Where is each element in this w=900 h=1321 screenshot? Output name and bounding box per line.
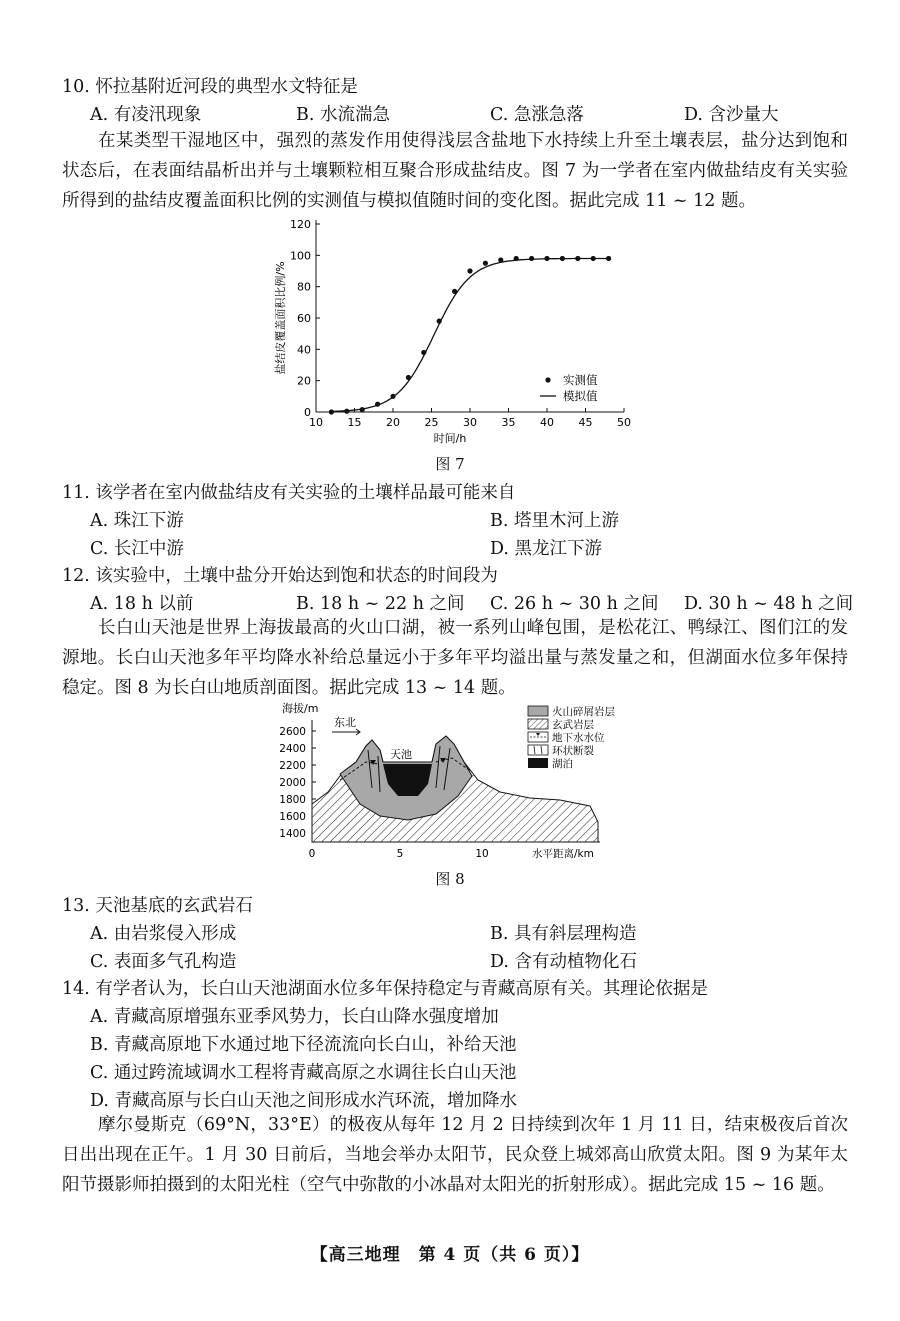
q12-option-a[interactable]: A. 18 h 以前 — [90, 594, 194, 614]
fig7-measured-point — [544, 256, 549, 261]
fig7-x-tick-label: 40 — [540, 416, 554, 429]
fig7-x-tick-label: 25 — [424, 416, 439, 429]
q13-option-c[interactable]: C. 表面多气孔构造 — [90, 952, 237, 972]
fig7-measured-point — [498, 257, 503, 262]
q11-option-c[interactable]: C. 长江中游 — [90, 539, 184, 559]
svg-text:5: 5 — [396, 848, 404, 860]
q14-option-c[interactable]: C. 通过跨流域调水工程将青藏高原之水调往长白山天池 — [90, 1063, 517, 1083]
svg-text:1800: 1800 — [279, 794, 306, 806]
question-11-stem: 11. 该学者在室内做盐结皮有关实验的土壤样品最可能来自 — [62, 483, 516, 503]
fig7-y-tick-label: 0 — [304, 406, 311, 419]
svg-text:1400: 1400 — [279, 828, 306, 840]
fig7-y-tick-label: 60 — [297, 312, 311, 325]
fig8-lake-label: 天池 — [390, 748, 412, 761]
figure-7-chart — [268, 214, 644, 450]
svg-text:湖泊: 湖泊 — [552, 758, 573, 770]
intro-paragraph-15-16: 摩尔曼斯克（69°N，33°E）的极夜从每年 12 月 2 日持续到次年 1 月 11 日，结束极夜后首次日出出现在正午。1 月 30 日前后，当地会举办太阳节，民众登上城郊高山欣赏太阳。图 9 为某年太阳节摄影师拍摄到的太阳光柱（空气中弥散的小冰晶对太阳光的折射形成）。据此完成 15 ~ 16 题。 — [62, 1115, 848, 1195]
svg-text:2400: 2400 — [279, 743, 306, 755]
fig7-y-axis-label: 盐结皮覆盖面积比例/% — [274, 261, 287, 375]
fig8-y-axis-label: 海拔/m — [282, 702, 319, 715]
svg-text:1600: 1600 — [279, 811, 306, 823]
svg-text:10: 10 — [475, 848, 489, 860]
legend-basalt-swatch — [528, 719, 548, 729]
q10-option-c[interactable]: C. 急涨急落 — [490, 105, 584, 125]
fig7-measured-point — [406, 375, 411, 380]
fig7-x-axis-label: 时间/h — [433, 432, 467, 445]
fig7-measured-point — [344, 409, 349, 414]
legend-lake-swatch — [528, 758, 548, 768]
q10-option-a[interactable]: A. 有凌汛现象 — [90, 105, 202, 125]
fig7-measured-point — [375, 402, 380, 407]
figure-8-caption: 图 8 — [435, 870, 465, 888]
fig8-x-axis-label: 水平距离/km — [532, 848, 594, 860]
legend-dot-icon — [545, 377, 550, 382]
fig7-axes — [273, 218, 631, 445]
fig7-x-tick-label: 50 — [617, 416, 631, 429]
q12-option-d[interactable]: D. 30 h ~ 48 h 之间 — [684, 594, 854, 614]
fig7-x-tick-label: 35 — [501, 416, 516, 429]
figure-8-geologic-profile — [268, 700, 652, 866]
fig7-x-tick-label: 20 — [386, 416, 400, 429]
q10-option-d[interactable]: D. 含沙量大 — [684, 105, 779, 125]
fig7-measured-point — [360, 407, 365, 412]
fig7-measured-point — [575, 256, 580, 261]
q14-option-b[interactable]: B. 青藏高原地下水通过地下径流流向长白山，补给天池 — [90, 1035, 517, 1055]
fig7-x-tick-label: 30 — [463, 416, 477, 429]
q11-option-d[interactable]: D. 黑龙江下游 — [490, 539, 603, 559]
fig7-x-tick-label: 10 — [309, 416, 323, 429]
fig7-measured-point — [529, 256, 534, 261]
intro-paragraph-13-14: 长白山天池是世界上海拔最高的火山口湖，被一系列山峰包围，是松花江、鸭绿江、图们江的发源地。长白山天池多年平均降水补给总量远小于多年平均溢出量与蒸发量之和，但湖面水位多年保持稳定。图 8 为长白山地质剖面图。据此完成 13 ~ 14 题。 — [62, 618, 848, 698]
q11-option-a[interactable]: A. 珠江下游 — [90, 511, 184, 531]
question-10-stem: 10. 怀拉基附近河段的典型水文特征是 — [62, 77, 358, 97]
question-13-stem: 13. 天池基底的玄武岩石 — [62, 896, 253, 916]
question-12-stem: 12. 该实验中，土壤中盐分开始达到饱和状态的时间段为 — [62, 566, 498, 586]
fig7-legend — [540, 373, 598, 403]
svg-text:2000: 2000 — [279, 777, 306, 789]
q10-option-b[interactable]: B. 水流湍急 — [296, 105, 390, 125]
question-14-stem: 14. 有学者认为，长白山天池湖面水位多年保持稳定与青藏高原有关。其理论依据是 — [62, 979, 708, 999]
q14-option-d[interactable]: D. 青藏高原与长白山天池之间形成水汽环流，增加降水 — [90, 1091, 518, 1111]
fig7-x-tick-label: 15 — [347, 416, 362, 429]
fig7-measured-point — [467, 268, 472, 273]
fig7-measured-point — [421, 350, 426, 355]
fig8-x-ticks — [309, 848, 489, 860]
figure-7-caption: 图 7 — [435, 455, 465, 473]
fig8-legend — [528, 705, 615, 770]
svg-text:玄武岩层: 玄武岩层 — [552, 719, 594, 731]
fig8-y-ticks — [279, 726, 306, 840]
legend-simulated-label: 模拟值 — [563, 389, 598, 403]
fig8-direction-label: 东北 — [334, 716, 356, 729]
svg-text:环状断裂: 环状断裂 — [552, 745, 594, 757]
svg-text:火山碎屑岩层: 火山碎屑岩层 — [552, 706, 615, 718]
fig7-measured-point — [329, 409, 334, 414]
fig7-y-tick-label: 120 — [290, 218, 311, 231]
fig7-measured-point — [452, 289, 457, 294]
svg-text:地下水水位: 地下水水位 — [552, 732, 605, 744]
q13-option-b[interactable]: B. 具有斜层理构造 — [490, 924, 637, 944]
fig7-y-tick-label: 40 — [297, 343, 311, 357]
q14-option-a[interactable]: A. 青藏高原增强东亚季风势力，长白山降水强度增加 — [90, 1007, 499, 1027]
fig7-y-tick-label: 20 — [297, 374, 311, 388]
q12-option-c[interactable]: C. 26 h ~ 30 h 之间 — [490, 594, 659, 614]
fig7-measured-point — [390, 394, 395, 399]
q11-option-b[interactable]: B. 塔里木河上游 — [490, 511, 619, 531]
fig7-measured-point — [437, 319, 442, 324]
fig7-measured-point — [483, 261, 488, 266]
svg-text:0: 0 — [308, 848, 316, 860]
q13-option-a[interactable]: A. 由岩浆侵入形成 — [90, 924, 237, 944]
legend-fault-swatch — [528, 745, 548, 755]
q12-option-b[interactable]: B. 18 h ~ 22 h 之间 — [296, 594, 465, 614]
legend-pyroclastic-swatch — [528, 706, 548, 716]
fig7-measured-point — [560, 256, 565, 261]
fig7-y-tick-label: 80 — [297, 280, 311, 294]
fig7-x-tick-label: 45 — [578, 416, 593, 429]
fig7-measured-point — [591, 256, 596, 261]
fig7-y-tick-label: 100 — [290, 249, 311, 263]
svg-text:2600: 2600 — [279, 726, 306, 738]
q13-option-d[interactable]: D. 含有动植物化石 — [490, 952, 638, 972]
fig7-measured-point — [606, 256, 611, 261]
fig7-measured-point — [514, 256, 519, 261]
direction-arrow-icon — [332, 729, 360, 735]
legend-measured-label: 实测值 — [563, 373, 598, 387]
page-footer: 【高三地理 第 4 页（共 6 页）】 — [310, 1245, 590, 1265]
svg-text:2200: 2200 — [279, 760, 306, 772]
intro-paragraph-11-12: 在某类型干湿地区中，强烈的蒸发作用使得浅层含盐地下水持续上升至土壤表层，盐分达到饱和状态后，在表面结晶析出并与土壤颗粒相互聚合形成盐结皮。图 7 为一学者在室内做盐结皮有关实验所得到的盐结皮覆盖面积比例的实测值与模拟值随时间的变化图。据此完成 11 ~ 12 题。 — [62, 131, 848, 211]
